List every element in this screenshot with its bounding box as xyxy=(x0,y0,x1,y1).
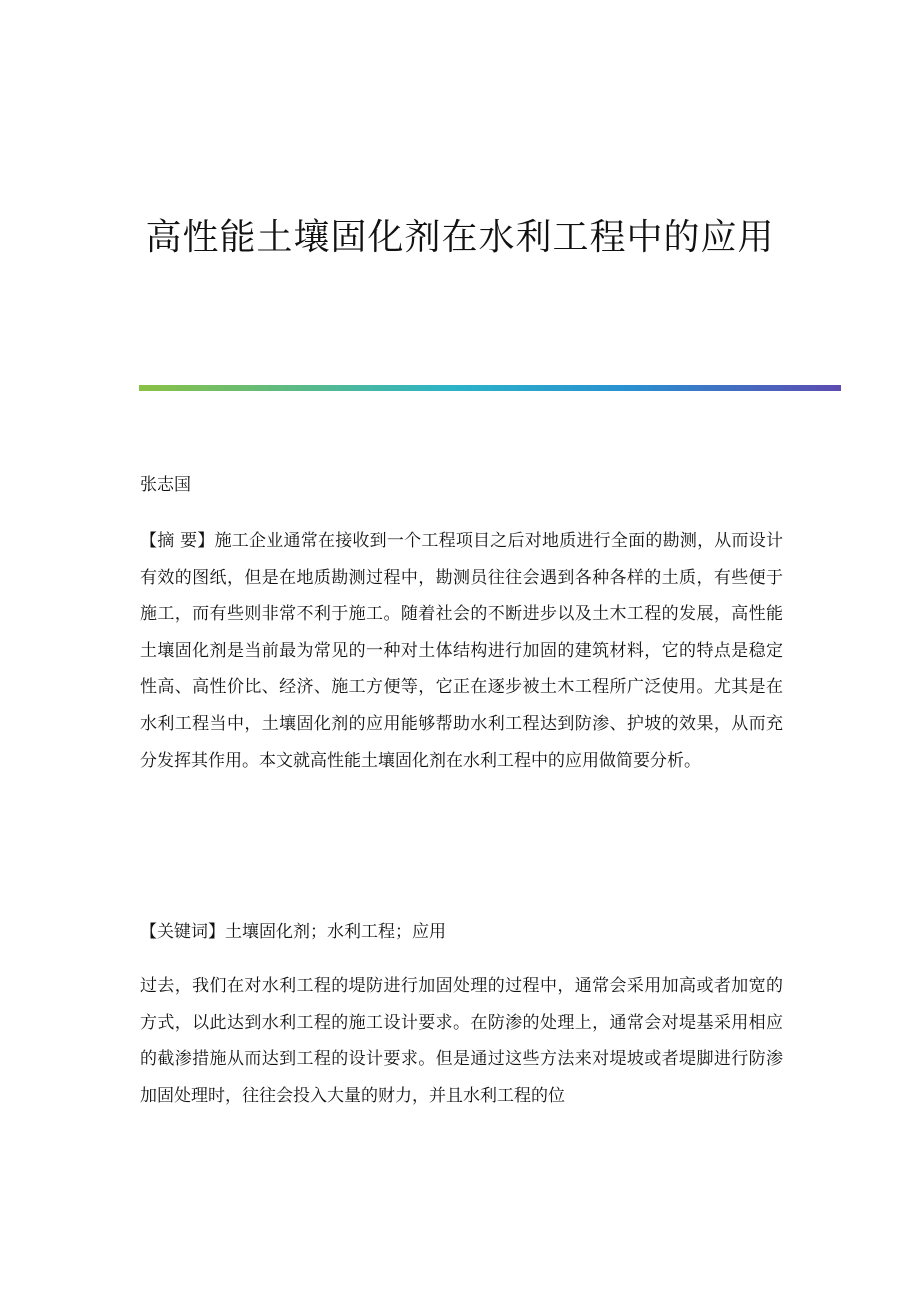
title-divider xyxy=(139,385,841,391)
keywords-label: 【关键词】 xyxy=(140,922,225,942)
keywords-text: 土壤固化剂；水利工程；应用 xyxy=(225,922,446,942)
author-name: 张志国 xyxy=(140,475,191,495)
abstract-text: 施工企业通常在接收到一个工程项目之后对地质进行全面的勘测，从而设计有效的图纸，但是在地质勘测过程中，勘测员往往会遇到各种各样的土质，有些便于施工，而有些则非常不利于施工。随着社会的不断进步以及土木工程的发展，高性能土壤固化剂是当前最为常见的一种对土体结构进行加固的建筑材料，它的特点是稳定性高、高性价比、经济、施工方便等，它正在逐步被土木工程所广泛使用。尤其是在水利工程当中，土壤固化剂的应用能够帮助水利工程达到防渗、护坡的效果，从而充分发挥其作用。本文就高性能土壤固化剂在水利工程中的应用做简要分析。 xyxy=(140,531,784,771)
document-title: 高性能土壤固化剂在水利工程中的应用 xyxy=(145,217,775,258)
body-paragraph: 过去，我们在对水利工程的堤防进行加固处理的过程中，通常会采用加高或者加宽的方式，以此达到水利工程的施工设计要求。在防渗的处理上，通常会对堤基采用相应的截渗措施从而达到工程的设计要求。但是通过这些方法来对堤坡或者堤脚进行防渗加固处理时，往往会投入大量的财力，并且水利工程的位 xyxy=(140,976,783,1106)
abstract-paragraph xyxy=(140,523,783,779)
keywords-paragraph xyxy=(140,914,783,951)
abstract-label: 【摘 要】 xyxy=(140,531,215,551)
